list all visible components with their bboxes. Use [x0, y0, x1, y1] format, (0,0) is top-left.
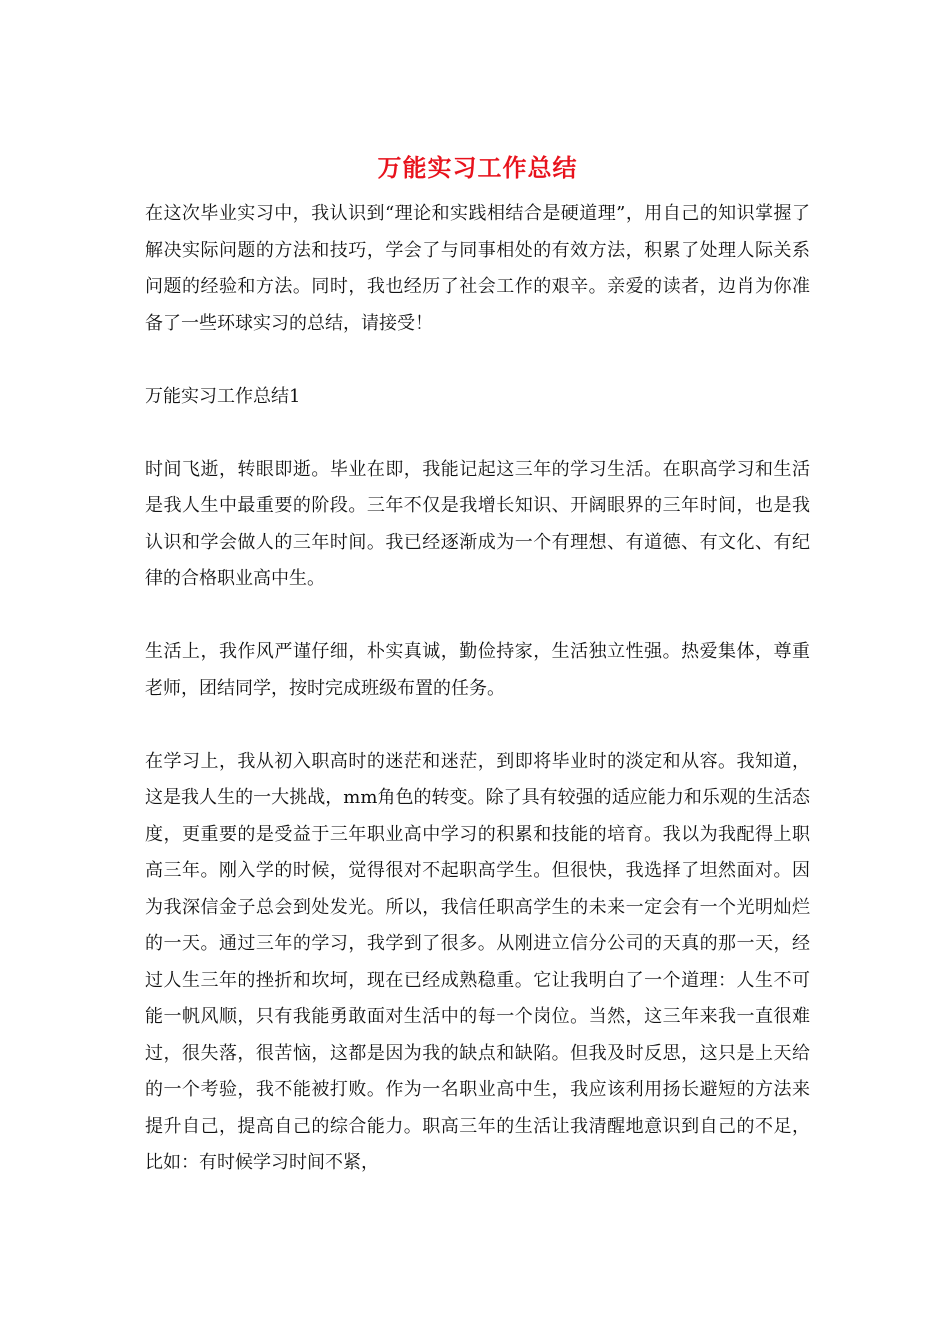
body-paragraph-3: 在学习上，我从初入职高时的迷茫和迷茫，到即将毕业时的淡定和从容。我知道，这是我人生的一大挑战，mm角色的转变。除了具有较强的适应能力和乐观的生活态度，更重要的是受益于三年职业高中学习的积累和技能的培育。我以为我配得上职高三年。刚入学的时候，觉得很对不起职高学生。但很快，我选择了坦然面对。因为我深信金子总会到处发光。所以，我信任职高学生的未来一定会有一个光明灿烂的一天。通过三年的学习，我学到了很多。从刚进立信分公司的天真的那一天，经过人生三年的挫折和坎坷，现在已经成熟稳重。它让我明白了一个道理：人生不可能一帆风顺，只有我能勇敢面对生活中的每一个岗位。当然，这三年来我一直很难过，很失落，很苦恼，这都是因为我的缺点和缺陷。但我及时反思，这只是上天给的一个考验，我不能被打败。作为一名职业高中生，我应该利用扬长避短的方法来提升自己，提高自己的综合能力。职高三年的生活让我清醒地意识到自己的不足，比如：有时候学习时间不紧，: [145, 750, 810, 1173]
document-page: [145, 150, 810, 1182]
body-paragraph-1: 时间飞逝，转眼即逝。毕业在即，我能记起这三年的学习生活。在职高学习和生活是我人生中最重要的阶段。三年不仅是我增长知识、开阔眼界的三年时间，也是我认识和学会做人的三年时间。我已经逐渐成为一个有理想、有道德、有文化、有纪律的合格职业高中生。: [145, 458, 810, 589]
body-paragraph-2: 生活上，我作风严谨仔细，朴实真诚，勤俭持家，生活独立性强。热爱集体，尊重老师，团结同学，按时完成班级布置的任务。: [145, 641, 810, 699]
document-title: 万能实习工作总结: [377, 153, 578, 182]
intro-paragraph: 在这次毕业实习中，我认识到“理论和实践相结合是硬道理”，用自己的知识掌握了解决实际问题的方法和技巧，学会了与同事相处的有效方法，积累了处理人际关系问题的经验和方法。同时，我也经历了社会工作的艰辛。亲爱的读者，边肖为你准备了一些环球实习的总结，请接受！: [145, 203, 810, 334]
section-heading: 万能实习工作总结1: [145, 385, 301, 407]
